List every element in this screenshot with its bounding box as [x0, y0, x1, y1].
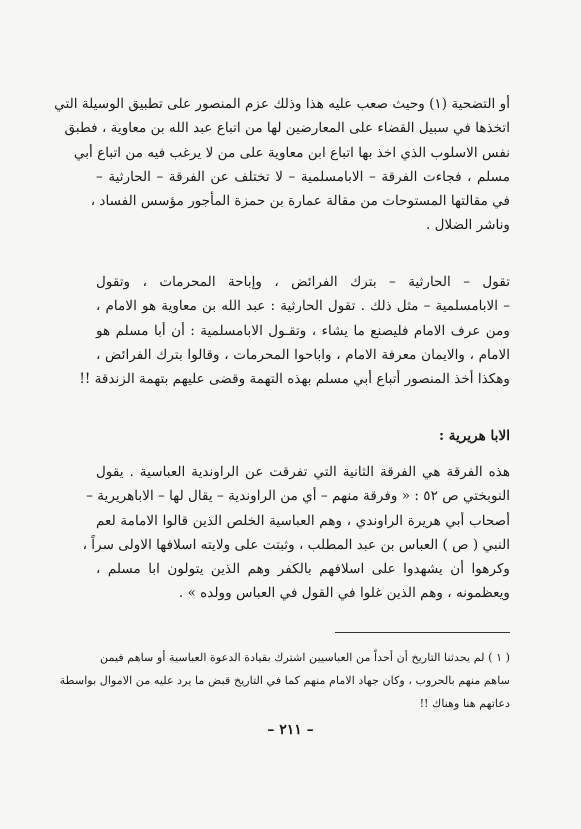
text-line: النبي ( ص ) العباس بن عبد المطلب ، وثبتت على ولايته اسلافها الاولى سراً ،	[82, 536, 510, 553]
text-line: أصحاب أبي هريرة الراوندي ، وهم العباسية الخلص الذين قالوا الامامة لعم	[96, 512, 510, 529]
text-line: ويعظمونه ، وهم الذين غلوا في القول في العباس وولده » .	[178, 585, 510, 602]
text-line: ومن عرف الامام فليصنع ما يشاء ، وتقـول الابامسلمية : أن أبا مسلم هو	[96, 322, 510, 339]
footnote	[59, 646, 510, 715]
text-line: وكرهوا أن يشهدوا على اسلافهم بالكفر وهم الذين يتولون ابا مسلم ،	[96, 561, 510, 578]
text-line: في مقالتها المستوحات من مقالة عمارة بن حمزة المأجور مؤسس الفساد ،	[90, 193, 510, 210]
text-line: النوبختي ص ٥٢ : « وفرقة منهم – أي من الراوندية – يقال لها – الاباهريرية –	[86, 488, 510, 505]
text-line: وهكذا أخذ المنصور أتباع أبي مسلم بهذه التهمة وقضى عليهم بتهمة الزندقة !!	[79, 371, 510, 388]
text-line: وناشر الضلال .	[425, 217, 510, 234]
text-line: هذه الفرقة هي الفرقة الثانية التي تفرقت عن الراوندية العباسية . يقول	[96, 464, 510, 480]
footnote-line: ( ١ ) لم يحدثنا التاريخ أن أحداً من العباسيين اشترك بقيادة الدعوة العباسية أو ساهم فيمن	[100, 651, 510, 664]
paragraph-1	[54, 92, 510, 238]
text-line: اتخذها في سبيل القضاء على المعارضين لها من اتباع عبد الله بن معاوية ، فطبق	[64, 120, 510, 137]
text-line: الامام ، والايمان معرفة الامام ، واباحوا المحرمات ، وقالوا بترك الفرائض ،	[96, 346, 510, 363]
footnote-line: ساهم منهم بالحروب ، وكان جهاد الامام منهم كما في التاريخ قبض ما يرد عليه من الاموال بواسطة	[59, 674, 510, 687]
paragraph-2	[79, 270, 510, 391]
text-line: تقول – الحارثية – بترك الفرائض ، وإباحة المحرمات ، وتقول	[96, 274, 510, 290]
section-heading: الابا هريرية :	[439, 428, 510, 444]
text-line: مسلم ، فجاءت الفرقة – الابامسلمية – لا تختلف عن الفرقة – الحارثية –	[96, 168, 510, 185]
page-number: – ٢١١ –	[267, 722, 314, 738]
footnote-line: دعاتهم هنا وهناك !!	[419, 697, 510, 710]
paragraph-3	[82, 460, 510, 606]
text-line: – الابامسلمية – مثل ذلك . تقول الحارثية : عبد الله بن معاوية هو الامام ،	[96, 298, 510, 315]
text-line: أو التضحية (١) وحيث صعب عليه هذا وذلك عزم المنصور على تطبيق الوسيلة التي	[54, 96, 510, 112]
footnote-divider	[335, 632, 510, 633]
text-line: نفس الاسلوب الذي اخذ بها اتباع ابن معاوية على من لا يرغب فيه من اتباع أبي	[73, 144, 510, 161]
